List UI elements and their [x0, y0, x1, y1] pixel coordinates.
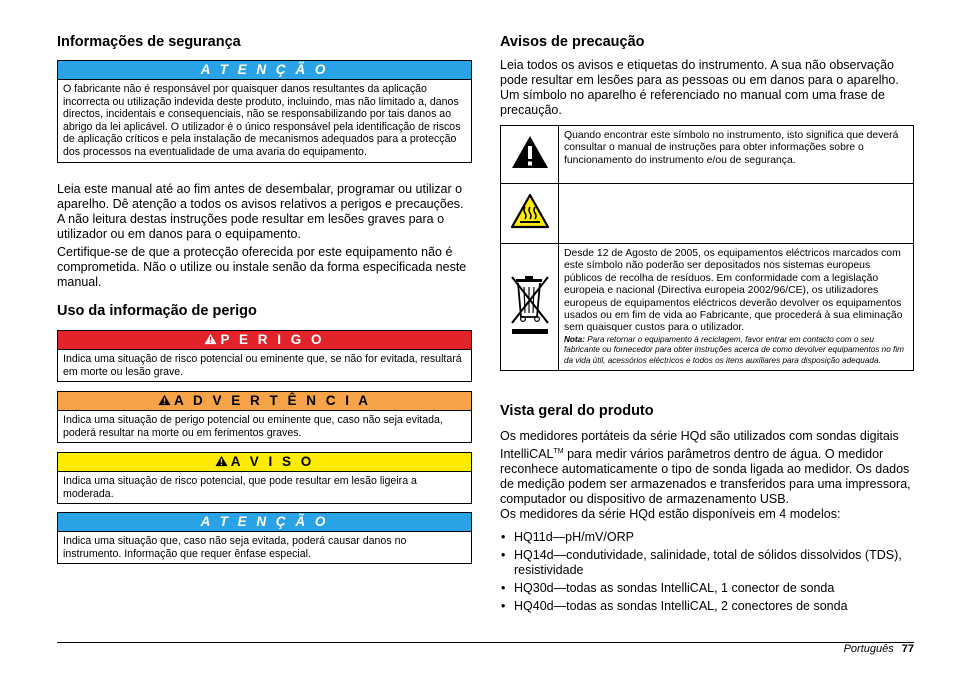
list-item: • HQ30d—todas as sondas IntelliCAL, 1 conector de sonda	[514, 581, 924, 596]
precaution-symbols-table	[500, 125, 914, 371]
aviso-header	[58, 453, 471, 472]
warning-triangle-icon	[215, 455, 228, 467]
models-list	[500, 530, 924, 617]
safety-paragraph-2: Certifique-se de que a protecção oferecida por este equipamento não é comprometida. Não o utilize ou instale senão da forma especificada neste manual.	[57, 245, 467, 289]
perigo-label: P E R I G O	[220, 332, 325, 347]
symbol-cell	[501, 184, 559, 244]
page-number: 77	[901, 643, 914, 655]
advertencia-label: A D V E R T Ê N C I A	[173, 393, 371, 408]
perigo-box	[57, 330, 472, 382]
symbol-description: Quando encontrar este símbolo no instrumento, isto significa que deverá consultar o manual de instruções para obter informações sobre o funcionamento do instrumento e/ou de segurança.	[559, 126, 914, 184]
overview-text-b: para medir vários parâmetros dentro de água. O medidor reconhece automaticamente o tipo de sonda ligada ao medidor. Os dados de medição podem ser armazenados e transferidos para uma impressora, computador ou dispositivo de armazenamento USB.	[500, 447, 911, 507]
attention-label: A T E N Ç Ã O	[58, 61, 471, 80]
list-item: • HQ11d—pH/mV/ORP	[514, 530, 924, 545]
footer-language: Português	[843, 643, 894, 655]
aviso-text: Indica uma situação de risco potencial, que pode resultar em lesão ligeira a moderada.	[63, 475, 417, 500]
warning-triangle-icon	[510, 134, 550, 170]
aviso-box	[57, 452, 472, 504]
trademark: TM	[553, 448, 564, 455]
weee-note	[564, 335, 908, 366]
precaution-paragraph: Leia todos os avisos e etiquetas do instrumento. A sua não observação pode resultar em lesões para as pessoas ou em danos para o aparelho. Um símbolo no aparelho é referenciado no manual com uma frase de precaução.	[500, 58, 899, 117]
weee-bin-icon	[508, 273, 552, 337]
advertencia-header	[58, 392, 471, 411]
note-text: Para retornar o equipamento à reciclagem, favor entrar em contacto com o seu fabricante ou fornecedor para obter instruções acerca de como devolver equipamentos no fim da vida útil, acessórios eléctricos e todos os itens auxiliares para disposição adequada.	[564, 334, 904, 365]
footer-rule	[57, 642, 914, 643]
aviso-label: A V I S O	[230, 454, 315, 469]
attention-text: O fabricante não é responsável por quaisquer danos resultantes da aplicação incorrecta ou utilização indevida deste produto, incluindo, mas não limitado a, danos directos, incidentais e consequenciais, não se responsabilizando por tais danos ao abrigo da lei aplicável. O utilizador é o único responsável pela identificação de riscos de aplicação críticos e pela instalação de mecanismos adequados para a protecção dos processos na eventualidade de uma avaria do equipamento.	[63, 83, 461, 158]
atencao-label: A T E N Ç Ã O	[58, 513, 471, 532]
weee-description: Desde 12 de Agosto de 2005, os equipamentos eléctricos marcados com este símbolo não poderão ser depositados nos sistemas europeus públicos de recolha de resíduos. Em conformidade com a legislação europeia e nacional (Directiva europeia 2002/96/CE), os utilizadores europeus de equipamentos eléctricos deverão devolver os equipamentos usados ou em fim de vida ao Fabricante, que procederá à sua eliminação sem quaisquer custos para o utilizador.	[564, 248, 903, 334]
list-item: • HQ40d—todas as sondas IntelliCAL, 2 conectores de sonda	[514, 599, 924, 614]
overview-paragraph-1	[500, 429, 914, 507]
symbol-description	[559, 184, 914, 244]
symbol-cell	[501, 244, 559, 371]
advertencia-box	[57, 391, 472, 443]
page-footer	[844, 643, 914, 655]
perigo-header	[58, 331, 471, 350]
warning-triangle-icon	[204, 333, 217, 345]
note-label: Nota:	[564, 334, 585, 344]
list-item: • HQ14d—condutividade, salinidade, total de sólidos dissolvidos (TDS), resistividade	[514, 548, 924, 578]
symbol-row	[501, 126, 914, 184]
perigo-text: Indica uma situação de risco potencial ou eminente que, se não for evitada, resultará em morte ou lesão grave.	[63, 353, 462, 378]
hot-surface-icon	[510, 193, 550, 229]
atencao-text: Indica uma situação que, caso não seja evitada, poderá causar danos no instrumento. Informação que requer ênfase especial.	[63, 535, 407, 560]
safety-title: Informações de segurança	[57, 34, 241, 50]
safety-paragraph-1: Leia este manual até ao fim antes de desembalar, programar ou utilizar o aparelho. Dê atenção a todos os avisos relativos a perigos e precauções. A não leitura destas instruções pode resultar em lesões graves para o utilizador ou em danos para o equipamento.	[57, 182, 464, 241]
precaution-title: Avisos de precaução	[500, 34, 645, 50]
attention-box	[57, 60, 472, 163]
overview-text-a: Os medidores portáteis da série HQd são utilizados com sondas digitais IntelliCAL	[500, 429, 899, 462]
advertencia-text: Indica uma situação de perigo potencial ou eminente que, caso não seja evitada, poderá resultar na morte ou em ferimentos graves.	[63, 414, 443, 439]
warning-triangle-icon	[158, 394, 171, 406]
symbol-row	[501, 184, 914, 244]
overview-title: Vista geral do produto	[500, 403, 654, 419]
symbol-description	[559, 244, 914, 371]
symbol-cell	[501, 126, 559, 184]
hazard-title: Uso da informação de perigo	[57, 303, 257, 319]
symbol-row	[501, 244, 914, 371]
overview-paragraph-2: Os medidores da série HQd estão disponíveis em 4 modelos:	[500, 507, 841, 521]
atencao-box	[57, 512, 472, 564]
